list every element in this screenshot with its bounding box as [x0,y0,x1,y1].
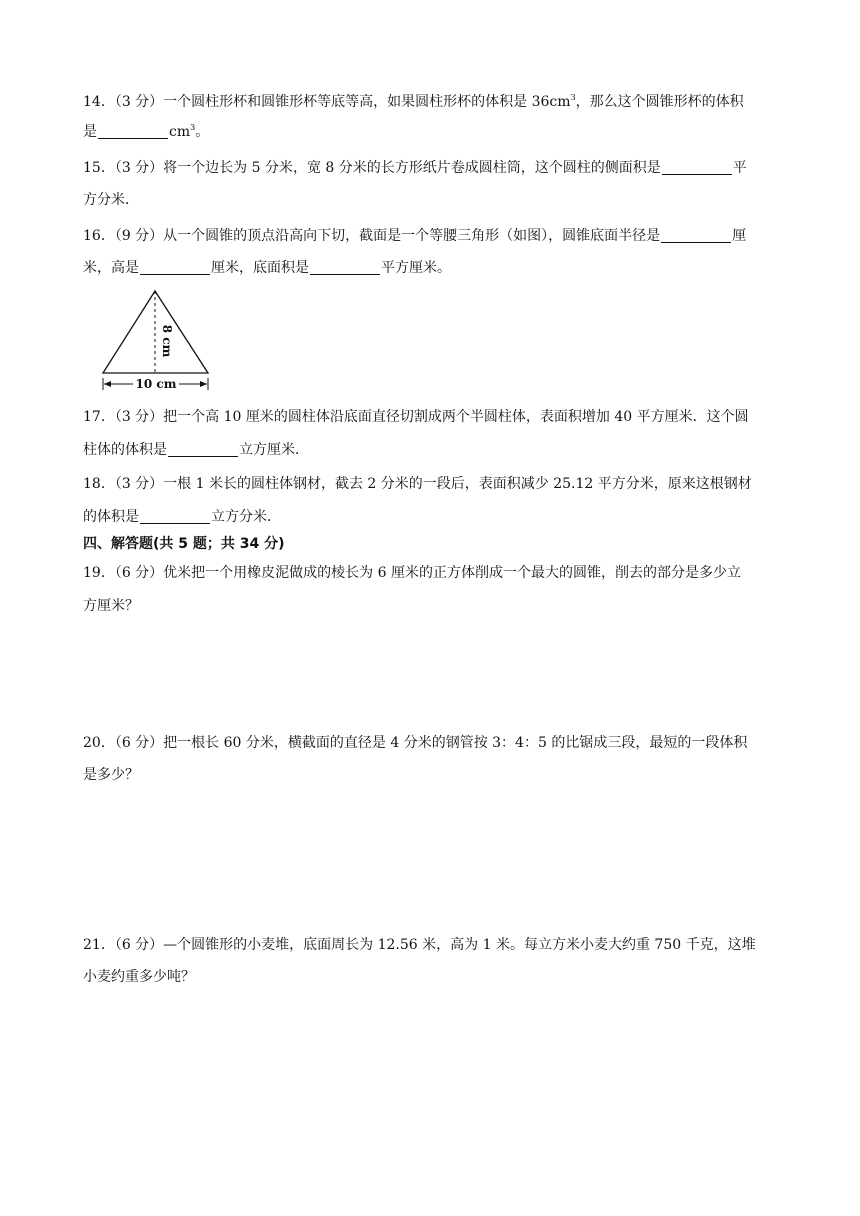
q17-text: 柱体的体积是 [83,442,167,458]
q20-line2: 是多少？ [83,767,139,783]
q14-text-tail: ，那么这个圆锥形杯的体积 [575,94,744,110]
q14-line2 [83,122,812,142]
answer-blank-q18[interactable] [140,509,210,524]
q16-text-tail: 厘 [732,228,747,244]
unit-text: cm [169,124,191,140]
q17-line2 [83,440,812,460]
q16-text: 厘米，底面积是 [211,260,309,276]
q20-line1: 20．（6 分）把一根长 60 分米，横截面的直径是 4 分米的钢管按 3：4：5 的比锯成三段，最短的一段体积 [83,735,748,751]
q16-text: 米，高是 [83,260,139,276]
answer-blank-q16-area[interactable] [310,260,380,275]
answer-blank-q16-height[interactable] [140,260,210,275]
q15-text: 15．（3 分）将一个边长为 5 分米，宽 8 分米的长方形纸片卷成圆柱筒，这个圆柱的侧面积是 [83,160,661,176]
q19-line2: 方厘米？ [83,598,139,614]
height-label: 8 cm [160,324,174,358]
punctuation: 。 [195,124,210,140]
answer-blank-q15[interactable] [662,160,732,175]
superscript: 3 [570,93,576,102]
q16-text: 16．（9 分）从一个圆锥的顶点沿高向下切，截面是一个等腰三角形（如图），圆锥底面半径是 [83,228,661,244]
q15-line2: 方分米． [83,192,139,208]
q16-text: 平方厘米。 [381,260,451,276]
q14-text: 是 [83,124,97,140]
q14-text: 14．（3 分）一个圆柱形杯和圆锥形杯等底等高，如果圆柱形杯的体积是 36cm [83,94,571,110]
q17-text-tail: 立方厘米． [239,442,309,458]
q18-line1: 18．（3 分）一根 1 米长的圆柱体钢材，截去 2 分米的一段后，表面积减少 25.12 平方分米，原来这根钢材 [83,476,752,492]
arrow-left-icon [104,381,111,387]
q16-line2 [83,258,812,278]
q18-text-tail: 立方分米． [211,509,281,525]
base-label: 10 cm [135,377,177,391]
arrow-right-icon [200,381,207,387]
isosceles-triangle-figure [95,285,220,395]
answer-blank-q14[interactable] [98,124,168,139]
answer-blank-q16-radius[interactable] [661,228,731,243]
q17-line1: 17．（3 分）把一个高 10 厘米的圆柱体沿底面直径切割成两个半圆柱体，表面积增加 40 平方厘米．这个圆 [83,409,749,425]
q21-line2: 小麦约重多少吨？ [83,969,195,985]
q18-text: 的体积是 [83,509,139,525]
q18-line2 [83,507,812,527]
q21-line1: 21．（6 分）—个圆锥形的小麦堆，底面周长为 12.56 米，高为 1 米。每立方米小麦大约重 750 千克，这堆 [83,937,756,953]
q14-line1 [83,92,812,112]
triangle-diagram [95,285,220,395]
q15-text-tail: 平 [732,160,747,176]
q16-line1 [83,226,812,246]
q19-line1: 19．（6 分）优米把一个用橡皮泥做成的棱长为 6 厘米的正方体削成一个最大的圆锥，削去的部分是多少立 [83,565,741,581]
section-heading: 四、解答题(共 5 题；共 34 分) [83,536,285,552]
answer-blank-q17[interactable] [168,442,238,457]
q15-line1 [83,158,812,178]
superscript: 3 [190,123,196,132]
